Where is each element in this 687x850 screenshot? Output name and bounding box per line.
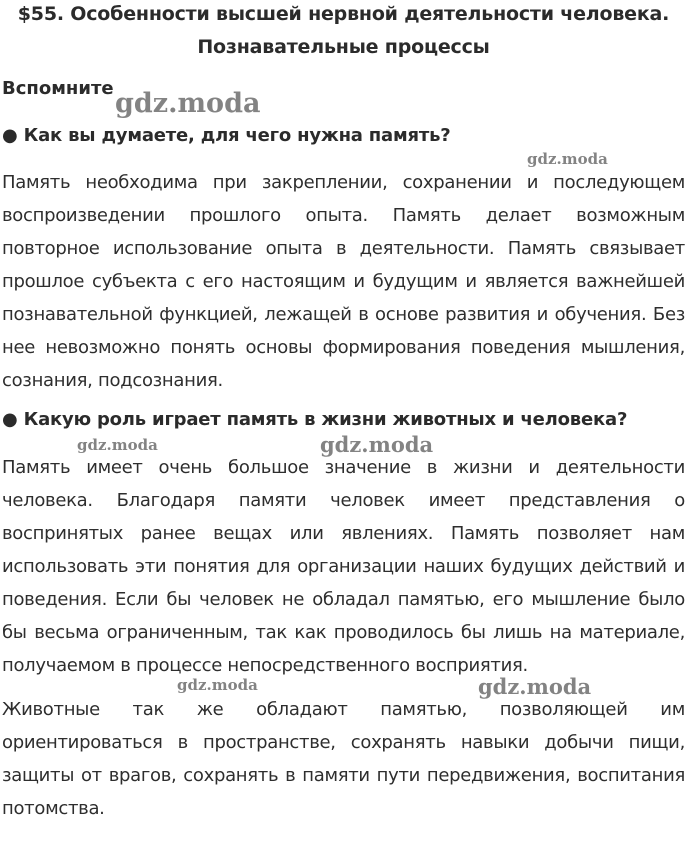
watermark-logo: gdz.moda: [177, 676, 258, 694]
question-memory-purpose: ● Как вы думаете, для чего нужна память?: [2, 125, 451, 146]
watermark-logo: gdz.moda: [77, 436, 158, 454]
watermark-logo: gdz.moda: [478, 674, 592, 699]
section-title: $55. Особенности высшей нервной деятельности человека.: [17, 3, 670, 25]
watermark-logo: gdz.moda: [115, 88, 261, 119]
section-subtitle: Познавательные процессы: [197, 36, 490, 58]
remember-label: Вспомните: [2, 78, 114, 99]
answer-paragraph-3: Животные так же обладают памятью, позволяющей им ориентироваться в пространстве, сохранять навыки добычи пищи, защиты от врагов, сохранять в памяти пути передвижения, воспитания потомства.: [2, 699, 685, 819]
watermark-logo: gdz.moda: [320, 432, 434, 457]
answer-paragraph-2: Память имеет очень большое значение в жизни и деятельности человека. Благодаря памяти человек имеет представления о воспринятых ранее вещах или явлениях. Память позволяет нам использовать эти понятия для организации наших будущих действий и поведения. Если бы человек не обладал памятью, его мышление было бы весьма ограниченным, так как проводилось бы лишь на материале, получаемом в процессе непосредственного восприятия.: [2, 457, 685, 676]
question-memory-role: ● Какую роль играет память в жизни животных и человека?: [2, 409, 628, 430]
answer-paragraph-1: Память необходима при закреплении, сохранении и последующем воспроизведении прошлого опыта. Память делает возможным повторное использование опыта в деятельности. Память связывает прошлое субъекта с его настоящим и будущим и является важнейшей познавательной функцией, лежащей в основе развития и обучения. Без нее невозможно понять основы формирования поведения мышления, сознания, подсознания.: [2, 172, 685, 391]
watermark-logo: gdz.moda: [527, 150, 608, 168]
